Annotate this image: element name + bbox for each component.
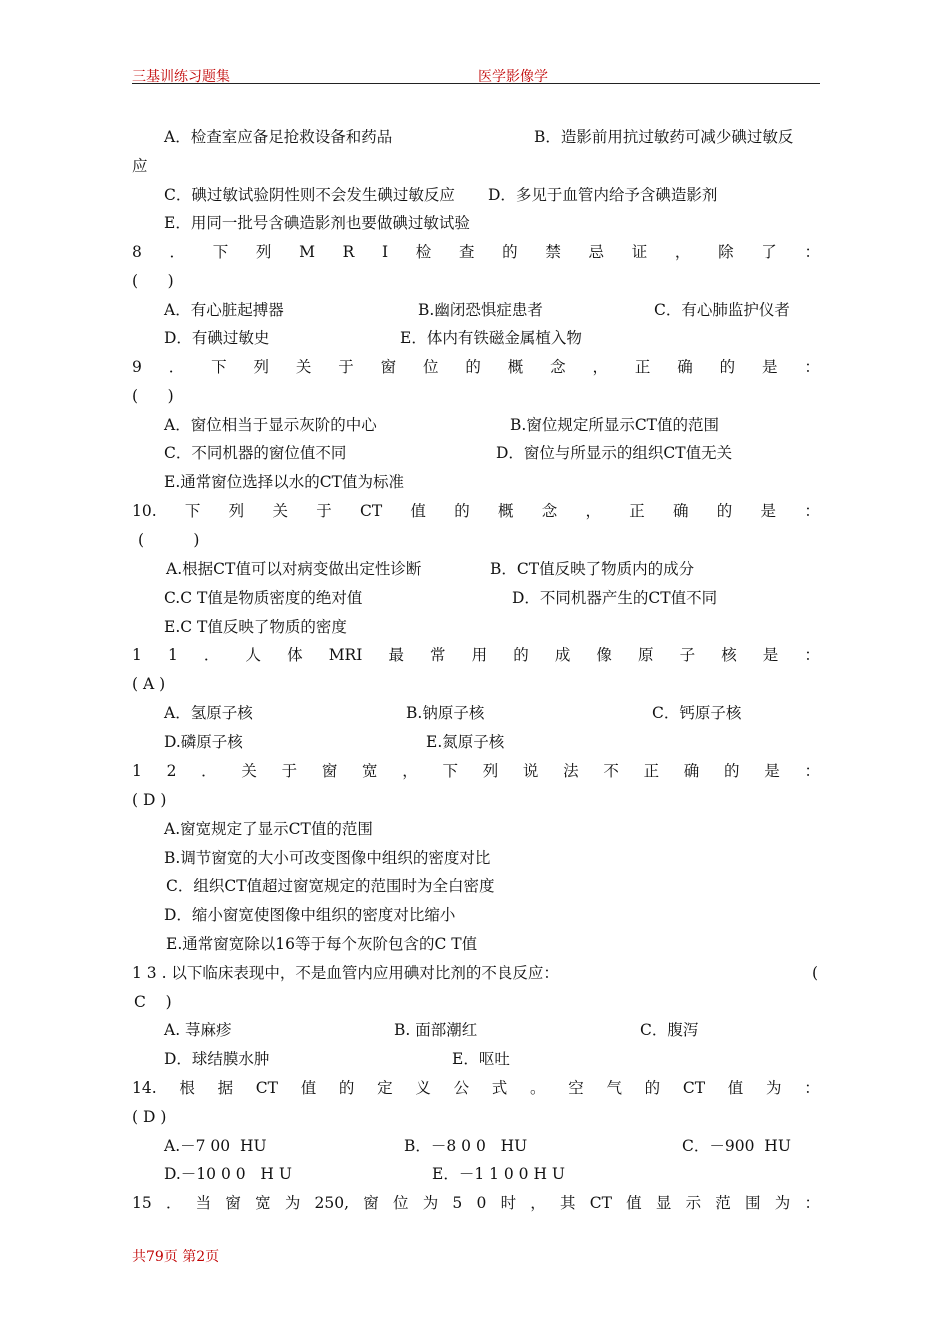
q9-option-c: C．不同机器的窗位值不同 (164, 444, 347, 462)
q15-stem-token: 时 (500, 1194, 517, 1212)
q14-stem-token: 式 (491, 1079, 508, 1097)
q11-stem-token: 用 (471, 646, 488, 664)
q12-stem-token: 不 (603, 762, 619, 780)
q15-stem-token: 为 (284, 1194, 301, 1212)
q8-stem-token: 下 (212, 243, 229, 261)
q15-stem-token: 值 (626, 1194, 642, 1212)
q14-stem (132, 1078, 820, 1098)
q9-stem-token: ． (168, 358, 185, 376)
q9-option-d: D．窗位与所显示的组织CT值无关 (496, 444, 733, 462)
q8-stem-token: ． (169, 243, 186, 261)
q12-stem-token: 说 (522, 762, 539, 780)
q12-option-a: A.窗宽规定了显示CT值的范围 (164, 820, 373, 838)
q14-stem-token: 义 (415, 1079, 431, 1097)
q10-answer-paren: ( ) (138, 531, 200, 549)
q9-stem-token: ， (592, 358, 608, 376)
q10-stem-token: ， (585, 502, 601, 520)
q11-stem-token: 子 (679, 646, 696, 664)
q12-option-d: D．缩小窗宽使图像中组织的密度对比缩小 (164, 906, 456, 924)
q8-option-c: C．有心肺监护仪者 (654, 301, 790, 319)
q12-answer-paren: ( D ) (132, 791, 167, 809)
q14-stem-token: 值 (727, 1079, 744, 1097)
q9-stem-token: 下 (211, 358, 227, 376)
q11-stem-token: 是 (762, 646, 779, 664)
q14-stem-token: 的 (644, 1079, 661, 1097)
q15-stem-token: 范 (715, 1194, 731, 1212)
q11-stem-token: 1 (167, 646, 178, 664)
q8-stem-token: 列 (255, 243, 272, 261)
q15-stem-token: 250, (314, 1194, 350, 1212)
q9-stem-token: 的 (465, 358, 481, 376)
q7-option-c: C．碘过敏试验阴性则不会发生碘过敏反应 (164, 186, 455, 204)
q12-stem-token: 是 (764, 762, 780, 780)
q15-stem-token: 宽 (255, 1194, 271, 1212)
q11-stem-token: MRI (328, 646, 363, 664)
q14-option-a: A.－7 00 HU (164, 1137, 267, 1155)
q14-stem-token: 定 (377, 1079, 393, 1097)
q9-stem-token: 是 (761, 358, 778, 376)
q9-option-a: A．窗位相当于显示灰阶的中心 (164, 416, 377, 434)
q7-option-b: B．造影前用抗过敏药可减少碘过敏反 (534, 128, 794, 146)
q12-stem-token: 下 (442, 762, 458, 780)
q8-stem-token: 除 (718, 243, 734, 261)
q11-option-a: A．氢原子核 (164, 704, 253, 722)
q10-stem-token: 列 (228, 502, 245, 520)
q8-stem-token: 检 (415, 243, 432, 261)
q13-paren-open: ( (812, 964, 819, 982)
q8-stem-token: 的 (502, 243, 518, 261)
q8-stem (132, 242, 820, 262)
q15-stem-token: ， (530, 1194, 546, 1212)
q15-stem-token: 围 (745, 1194, 761, 1212)
q8-stem-token: 8 (132, 243, 142, 261)
header-subject: 医学影像学 (478, 69, 548, 85)
q15-stem-token: ． (165, 1194, 182, 1212)
q14-option-d: D.－10 0 0 H U (164, 1165, 292, 1183)
q10-stem-token: 确 (673, 502, 689, 520)
q9-answer-paren: ( ) (132, 387, 174, 405)
q12-option-c: C．组织CT值超过窗宽规定的范围时为全白密度 (166, 877, 495, 895)
q14-stem-token: 据 (217, 1079, 234, 1097)
q14-stem-token: ： (804, 1079, 820, 1097)
q11-stem-token: 的 (513, 646, 529, 664)
q12-stem-token: 宽 (362, 762, 378, 780)
q13-option-a: A. 荨麻疹 (164, 1021, 232, 1039)
q9-stem-token: 列 (253, 358, 269, 376)
q8-stem-token: 禁 (545, 243, 561, 261)
q10-stem-token: 的 (454, 502, 470, 520)
q11-stem-token: 人 (245, 646, 262, 664)
q10-option-a: A.根据CT值可以对病变做出定性诊断 (166, 560, 422, 578)
q15-stem-token: ： (804, 1194, 820, 1212)
q9-stem-token: 窗 (380, 358, 397, 376)
q11-stem (132, 645, 820, 665)
q8-stem-token: 了 (761, 243, 777, 261)
q8-stem-token: ， (674, 243, 691, 261)
q11-stem-token: 常 (430, 646, 446, 664)
q15-stem-token: 其 (560, 1194, 576, 1212)
q15-stem-token: CT (589, 1194, 612, 1212)
q11-stem-token: 最 (388, 646, 404, 664)
q14-stem-token: 公 (453, 1079, 470, 1097)
q8-option-d: D．有碘过敏史 (164, 329, 270, 347)
q10-stem-token: 下 (184, 502, 201, 520)
q10-stem-token: 值 (410, 502, 426, 520)
q10-option-c: C.C T值是物质密度的绝对值 (164, 589, 363, 607)
q12-stem-token: 窗 (321, 762, 338, 780)
q14-stem-token: 气 (606, 1079, 622, 1097)
q10-option-e: E.C T值反映了物质的密度 (164, 618, 347, 636)
q8-answer-paren: ( ) (132, 272, 174, 290)
q12-option-e: E.通常窗宽除以16等于每个灰阶包含的C T值 (166, 935, 478, 953)
q15-stem-token: 窗 (225, 1194, 241, 1212)
q11-stem-token: 核 (721, 646, 737, 664)
q13-option-c: C．腹泻 (640, 1021, 699, 1039)
q14-stem-token: CT (682, 1079, 706, 1097)
q14-stem-token: 值 (300, 1079, 317, 1097)
q9-stem-token: 9 (132, 358, 142, 376)
q15-stem (132, 1193, 820, 1213)
q12-stem-token: 确 (683, 762, 700, 780)
q13-answer-paren: C ) (134, 993, 172, 1011)
q12-option-b: B.调节窗宽的大小可改变图像中组织的密度对比 (164, 849, 491, 867)
q11-option-d: D.磷原子核 (164, 733, 243, 751)
q10-stem-token: CT (359, 502, 383, 520)
q11-stem-token: 原 (638, 646, 654, 664)
q14-stem-token: 空 (568, 1079, 584, 1097)
q10-stem-token: 10. (132, 502, 157, 520)
q10-option-b: B．CT值反映了物质内的成分 (490, 560, 695, 578)
q9-stem-token: 于 (338, 358, 354, 376)
q12-stem-token: 的 (724, 762, 740, 780)
q9-option-b: B.窗位规定所显示CT值的范围 (510, 416, 720, 434)
q9-stem-token: 正 (634, 358, 651, 376)
q11-stem-token: 成 (554, 646, 571, 664)
q11-stem-token: ： (804, 646, 820, 664)
q7-option-a: A．检查室应备足抢救设备和药品 (164, 128, 393, 146)
q12-stem-token: ， (402, 762, 418, 780)
q10-stem-token: 于 (316, 502, 332, 520)
q14-answer-paren: ( D ) (132, 1108, 167, 1126)
q8-stem-token: R (342, 243, 355, 261)
q8-stem-token: M (299, 243, 315, 261)
q14-stem-token: 为 (766, 1079, 782, 1097)
q15-stem-token: 为 (422, 1194, 439, 1212)
q11-option-b: B.钠原子核 (406, 704, 485, 722)
q12-stem-token: ： (804, 762, 820, 780)
q13-option-e: E．呕吐 (452, 1050, 510, 1068)
q9-stem-token: 念 (550, 358, 566, 376)
header-divider (132, 83, 820, 84)
q14-option-e: E．－1 1 0 0 H U (432, 1165, 565, 1183)
q12-stem (132, 761, 820, 781)
q10-stem-token: ： (804, 502, 820, 520)
q11-answer-paren: ( A ) (132, 675, 166, 693)
q9-stem-token: 概 (507, 358, 524, 376)
q11-stem-token: 体 (287, 646, 303, 664)
q15-stem-token: 当 (195, 1194, 212, 1212)
q8-stem-token: ： (804, 243, 820, 261)
q9-stem-token: 位 (422, 358, 439, 376)
q9-stem (132, 357, 820, 377)
q11-stem-token: ． (203, 646, 220, 664)
page-footer: 共79页 第2页 (132, 1249, 220, 1265)
q14-stem-token: 14. (132, 1079, 157, 1097)
q12-stem-token: 正 (643, 762, 660, 780)
q8-option-b: B.幽闭恐惧症患者 (418, 301, 543, 319)
q12-stem-token: 于 (281, 762, 298, 780)
q12-stem-token: 2 (166, 762, 177, 780)
q8-option-a: A．有心脏起搏器 (164, 301, 284, 319)
q14-stem-token: 。 (530, 1079, 546, 1097)
q10-option-d: D．不同机器产生的CT值不同 (512, 589, 718, 607)
q8-stem-token: 忌 (588, 243, 605, 261)
q15-stem-token: 窗 (363, 1194, 379, 1212)
q8-stem-token: 查 (458, 243, 475, 261)
q12-stem-token: 关 (241, 762, 257, 780)
q10-stem-token: 是 (760, 502, 777, 520)
q9-option-e: E.通常窗位选择以水的CT值为标准 (164, 473, 404, 491)
q8-stem-token: 证 (631, 243, 648, 261)
q15-stem-token: 显 (655, 1194, 672, 1212)
q15-stem-token: 5 (452, 1194, 463, 1212)
q15-stem-token: 位 (392, 1194, 409, 1212)
q10-stem-token: 的 (716, 502, 733, 520)
q15-stem-token: 示 (685, 1194, 702, 1212)
q7-option-b-continued: 应 (132, 157, 148, 175)
q10-stem-token: 概 (497, 502, 514, 520)
q15-stem-token: 15 (132, 1194, 152, 1212)
q13-option-d: D．球结膜水肿 (164, 1050, 270, 1068)
q13-stem: 1 3 . 以下临床表现中，不是血管内应用碘对比剂的不良反应： (132, 964, 559, 982)
q9-stem-token: 关 (295, 358, 312, 376)
q10-stem-token: 正 (629, 502, 645, 520)
q11-option-e: E.氮原子核 (426, 733, 505, 751)
q11-stem-token: 1 (132, 646, 142, 664)
q12-stem-token: 列 (482, 762, 499, 780)
q8-option-e: E．体内有铁磁金属植入物 (400, 329, 582, 347)
q15-stem-token: 为 (774, 1194, 791, 1212)
q14-option-c: C．－900 HU (682, 1137, 791, 1155)
q14-stem-token: CT (255, 1079, 278, 1097)
q15-stem-token: 0 (476, 1194, 487, 1212)
q13-option-b: B. 面部潮红 (394, 1021, 478, 1039)
q11-stem-token: 像 (596, 646, 612, 664)
q14-stem-token: 根 (179, 1079, 195, 1097)
header-title: 三基训练习题集 (132, 69, 230, 85)
q12-stem-token: ． (201, 762, 217, 780)
q9-stem-token: ： (804, 358, 820, 376)
q7-option-d: D．多见于血管内给予含碘造影剂 (488, 186, 718, 204)
q14-option-b: B．－8 0 0 HU (404, 1137, 528, 1155)
q11-option-c: C．钙原子核 (652, 704, 742, 722)
q9-stem-token: 确 (677, 358, 693, 376)
q10-stem-token: 念 (541, 502, 558, 520)
q10-stem (132, 501, 820, 521)
q14-stem-token: 的 (338, 1079, 355, 1097)
q12-stem-token: 1 (132, 762, 142, 780)
q7-option-e: E．用同一批号含碘造影剂也要做碘过敏试验 (164, 214, 470, 232)
q9-stem-token: 的 (719, 358, 736, 376)
q8-stem-token: I (382, 243, 389, 261)
q10-stem-token: 关 (272, 502, 288, 520)
q12-stem-token: 法 (563, 762, 579, 780)
